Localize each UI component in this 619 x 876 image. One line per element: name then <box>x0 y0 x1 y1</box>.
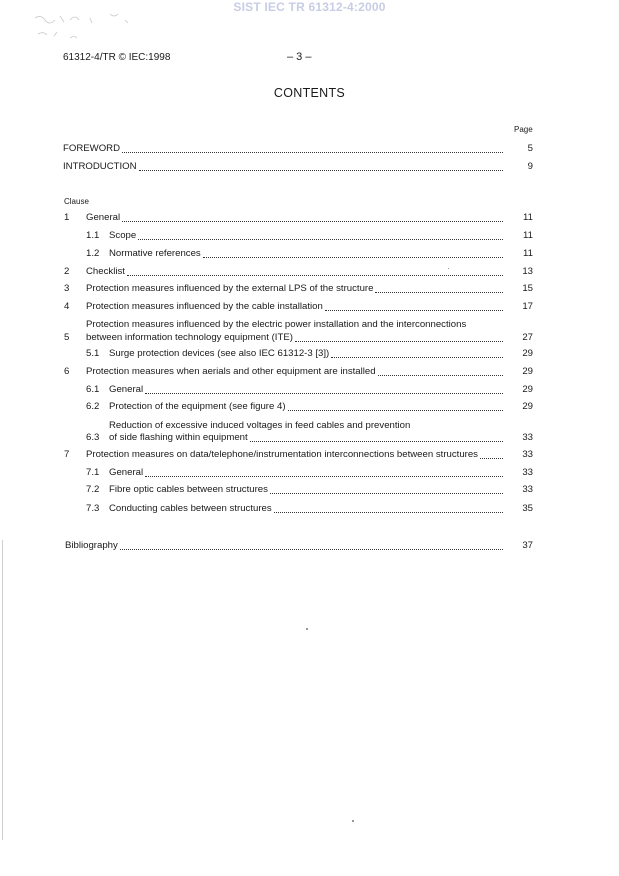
toc-entry-page: 33 <box>522 432 533 443</box>
toc-entry-page: 37 <box>522 540 533 551</box>
toc-entry-number: 3 <box>64 283 70 294</box>
toc-entry-page: 5 <box>527 143 533 154</box>
toc-entry-page: 35 <box>522 503 533 514</box>
toc-entry-title: between information technology equipment (ITE) <box>86 332 293 343</box>
toc-entry-title: Protection measures when aerials and other equipment are installed <box>86 366 376 377</box>
page-title: CONTENTS <box>273 86 346 100</box>
toc-entry-number: 7 <box>64 449 70 460</box>
toc-entry-page: 33 <box>522 467 533 478</box>
toc-entry-number: 1 <box>64 212 70 223</box>
toc-entry-page: 11 <box>523 212 533 223</box>
toc-entry-title: Protection measures influenced by the external LPS of the structure <box>86 283 374 294</box>
toc-entry-page: 29 <box>522 366 533 377</box>
toc-leader-dots <box>120 549 503 550</box>
toc-entry-number: 2 <box>64 266 70 277</box>
scan-speck <box>352 820 354 822</box>
toc-entry-number: 7.3 <box>86 503 100 514</box>
toc-leader-dots <box>138 239 503 240</box>
toc-entry-page: 33 <box>522 484 533 495</box>
toc-leader-dots <box>375 292 503 293</box>
toc-leader-dots <box>145 476 503 477</box>
toc-entry-title-line1: Reduction of excessive induced voltages in feed cables and prevention <box>109 420 411 431</box>
toc-entry-number: 6.2 <box>86 401 100 412</box>
toc-entry-title: Bibliography <box>65 540 118 551</box>
toc-entry-title: Conducting cables between structures <box>109 503 272 514</box>
toc-leader-dots <box>122 152 503 153</box>
toc-entry-page: 27 <box>522 332 533 343</box>
toc-entry-page: 11 <box>523 248 533 259</box>
toc-entry-number: 7.2 <box>86 484 100 495</box>
toc-entry-page: 13 <box>522 266 533 277</box>
toc-leader-dots <box>145 393 503 394</box>
toc-leader-dots <box>288 410 503 411</box>
toc-entry-title-line1: Protection measures influenced by the electric power installation and the interconnections <box>86 319 467 330</box>
toc-entry-title: General <box>109 384 144 395</box>
toc-entry-number: 5.1 <box>86 348 100 359</box>
toc-entry-number: 6.3 <box>86 432 100 443</box>
toc-leader-dots <box>203 257 503 258</box>
toc-entry-title: Protection of the equipment (see figure 4) <box>109 401 286 412</box>
toc-entry-title: of side flashing within equipment <box>109 432 248 443</box>
toc-leader-dots <box>295 341 503 342</box>
toc-entry-page: 29 <box>522 348 533 359</box>
toc-entry-page: 17 <box>522 301 533 312</box>
toc-leader-dots <box>127 275 503 276</box>
toc-entry-page: 29 <box>522 401 533 412</box>
toc-entry-page: 11 <box>523 230 533 241</box>
toc-entry-title: Protection measures influenced by the cable installation <box>86 301 323 312</box>
toc-entry-title: General <box>109 467 144 478</box>
toc-entry-number: 5 <box>64 332 70 343</box>
document-reference: 61312-4/TR © IEC:1998 <box>63 52 171 63</box>
toc-entry-title: INTRODUCTION <box>63 161 137 172</box>
toc-entry-number: 1.1 <box>86 230 100 241</box>
toc-entry-title: FOREWORD <box>63 143 121 154</box>
toc-entry-title: Fibre optic cables between structures <box>109 484 268 495</box>
toc-entry-title: Normative references <box>109 248 201 259</box>
clause-column-label: Clause <box>64 197 89 206</box>
toc-entry-number: 6.1 <box>86 384 100 395</box>
toc-entry-title: Surge protection devices (see also IEC 61312-3 [3]) <box>109 348 330 359</box>
toc-entry-number: 1.2 <box>86 248 100 259</box>
toc-leader-dots <box>139 170 503 171</box>
scan-speck <box>448 268 449 269</box>
toc-entry-number: 7.1 <box>86 467 100 478</box>
toc-leader-dots <box>331 357 503 358</box>
toc-leader-dots <box>274 512 503 513</box>
toc-entry-title: Checklist <box>86 266 125 277</box>
toc-entry-number: 6 <box>64 366 70 377</box>
scan-speck <box>306 628 308 630</box>
toc-leader-dots <box>122 221 503 222</box>
toc-entry-page: 9 <box>527 161 533 172</box>
scribble-mark-icon <box>30 8 140 44</box>
watermark: SIST IEC TR 61312-4:2000 <box>233 0 386 14</box>
toc-entry-page: 29 <box>522 384 533 395</box>
toc-entry-title: General <box>86 212 121 223</box>
toc-leader-dots <box>270 493 503 494</box>
toc-entry-page: 33 <box>522 449 533 460</box>
page-column-label: Page <box>514 125 533 134</box>
toc-leader-dots <box>325 310 503 311</box>
toc-entry-page: 15 <box>522 283 533 294</box>
toc-entry-title: Protection measures on data/telephone/instrumentation interconnections between structures <box>86 449 478 460</box>
toc-leader-dots <box>378 375 503 376</box>
page-number: – 3 – <box>287 51 312 63</box>
toc-leader-dots <box>250 441 503 442</box>
toc-entry-title: Scope <box>109 230 137 241</box>
toc-entry-number: 4 <box>64 301 70 312</box>
scan-margin-line <box>2 540 3 840</box>
